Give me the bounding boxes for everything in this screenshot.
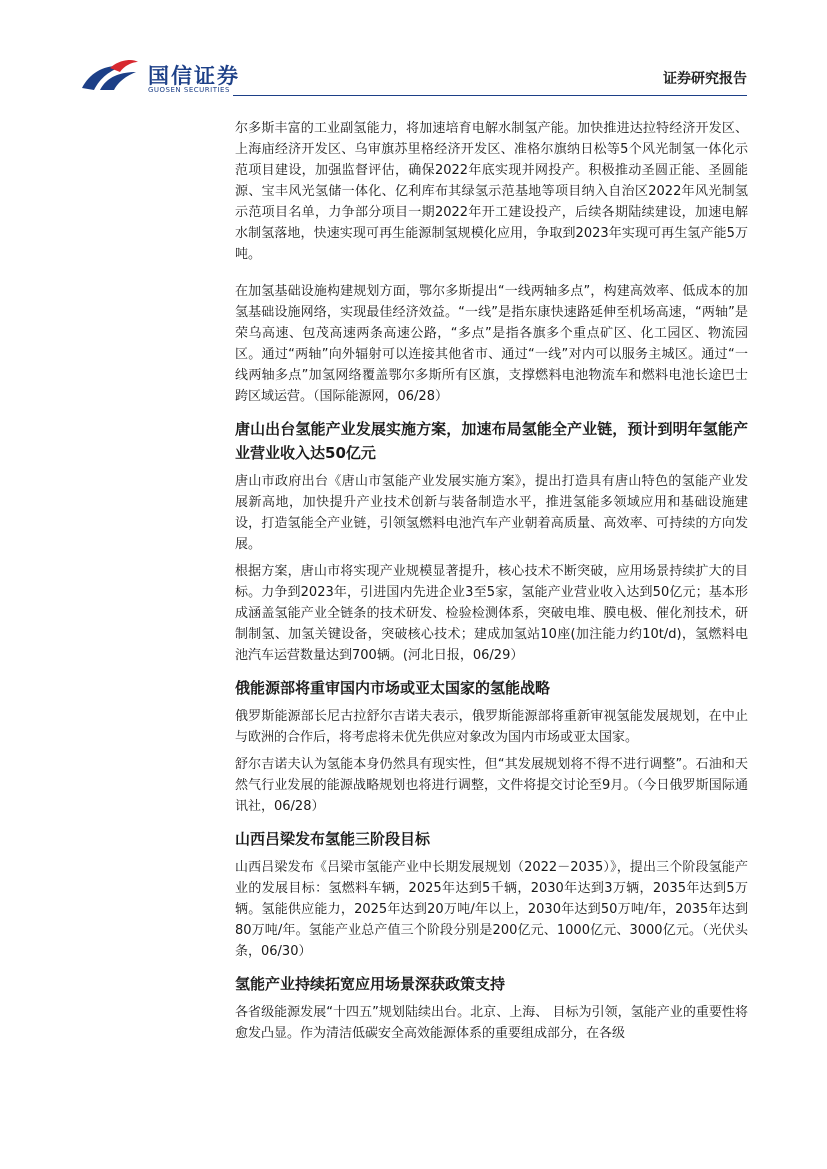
section-heading: 氢能产业持续拓宽应用场景深获政策支持 [235,975,506,993]
paragraph: 俄罗斯能源部长尼古拉舒尔吉诺夫表示，俄罗斯能源部将重新审视氢能发展规划，在中止与欧洲的合作后，将考虑将未优先供应对象改为国内市场或亚太国家。 [235,709,748,745]
paragraph: 在加氢基础设施构建规划方面，鄂尔多斯提出“一线两轴多点”，构建高效率、低成本的加氢基础设施网络，实现最佳经济效益。“一线”是指东康快速路延伸至机场高速，“两轴”是荣乌高速、包茂高速两条高速公路，“多点”是指各旗多个重点矿区、化工园区、物流园区。通过“两轴”向外辐射可以连接其他省市、通过“一线”对内可以服务主城区。通过“一线两轴多点”加氢网络覆盖鄂尔多斯所有区旗，支撑燃料电池物流车和燃料电池长途巴士跨区域运营。（国际能源网，06/28） [235,284,748,404]
report-type-label: 证券研究报告 [663,71,747,87]
paragraph: 根据方案，唐山市将实现产业规模显著提升，核心技术不断突破，应用场景持续扩大的目标。力争到2023年，引进国内先进企业3至5家，氢能产业营业收入达到50亿元；基本形成涵盖氢能产业全链条的技术研发、检验检测体系，突破电堆、膜电极、催化剂技术，研制制氢、加氢关键设备，突破核心技术；建成加氢站10座(加注能力约10t/d)，氢燃料电池汽车运营数量达到700辆。(河北日报，06/29） [235,564,748,663]
logo-english-name: GUOSEN SECURITIES [148,86,230,94]
paragraph: 尔多斯丰富的工业副氢能力，将加速培育电解水制氢产能。加快推进达拉特经济开发区、上海庙经济开发区、乌审旗苏里格经济开发区、准格尔旗纳日松等5个风光制氢一体化示范项目建设，加强监督评估，确保2022年底实现并网投产。积极推动圣圆正能、圣圆能源、宝丰风光氢储一体化、亿利库布其绿氢示范基地等项目纳入自治区2022年风光制氢示范项目名单，力争部分项目一期2022年开工建设投产，后续各期陆续建设，加速电解水制氢落地，快速实现可再生能源制氢规模化应用，争取到2023年实现可再生氢产能5万吨。 [235,121,748,262]
section-heading: 俄能源部将重审国内市场或亚太国家的氢能战略 [235,679,551,697]
logo-chinese-name: 国信证券 [148,64,240,88]
guosen-logo-icon [80,58,140,92]
page-header [0,0,827,100]
section-heading: 山西吕梁发布氢能三阶段目标 [235,830,431,848]
paragraph: 舒尔吉诺夫认为氢能本身仍然具有现实性，但“其发展规划将不得不进行调整”。石油和天然气行业发展的能源战略规划也将进行调整，文件将提交讨论至9月。（今日俄罗斯国际通讯社，06/28） [235,757,748,814]
paragraph: 山西吕梁发布《吕梁市氢能产业中长期发展规划（2022－2035）》，提出三个阶段氢能产业的发展目标：氢燃料车辆，2025年达到5千辆，2030年达到3万辆，2035年达到5万辆。氢能供应能力，2025年达到20万吨/年以上，2030年达到50万吨/年，2035年达到80万吨/年。氢能产业总产值三个阶段分别是200亿元、1000亿元、3000亿元。（光伏头条，06/30） [235,860,748,959]
paragraph: 唐山市政府出台《唐山市氢能产业发展实施方案》，提出打造具有唐山特色的氢能产业发展新高地，加快提升产业技术创新与装备制造水平，推进氢能多领域应用和基础设施建设，打造氢能全产业链，引领氢燃料电池汽车产业朝着高质量、高效率、可持续的方向发展。 [235,474,748,552]
section-heading: 唐山出台氢能产业发展实施方案，加速布局氢能全产业链，预计到明年氢能产业营业收入达50亿元 [235,420,748,462]
report-body [235,118,748,1044]
header-divider [233,95,747,96]
paragraph: 各省级能源发展“十四五”规划陆续出台。北京、上海、 目标为引领，氢能产业的重要性将愈发凸显。作为清洁低碳安全高效能源体系的重要组成部分，在各级 [235,1005,748,1041]
